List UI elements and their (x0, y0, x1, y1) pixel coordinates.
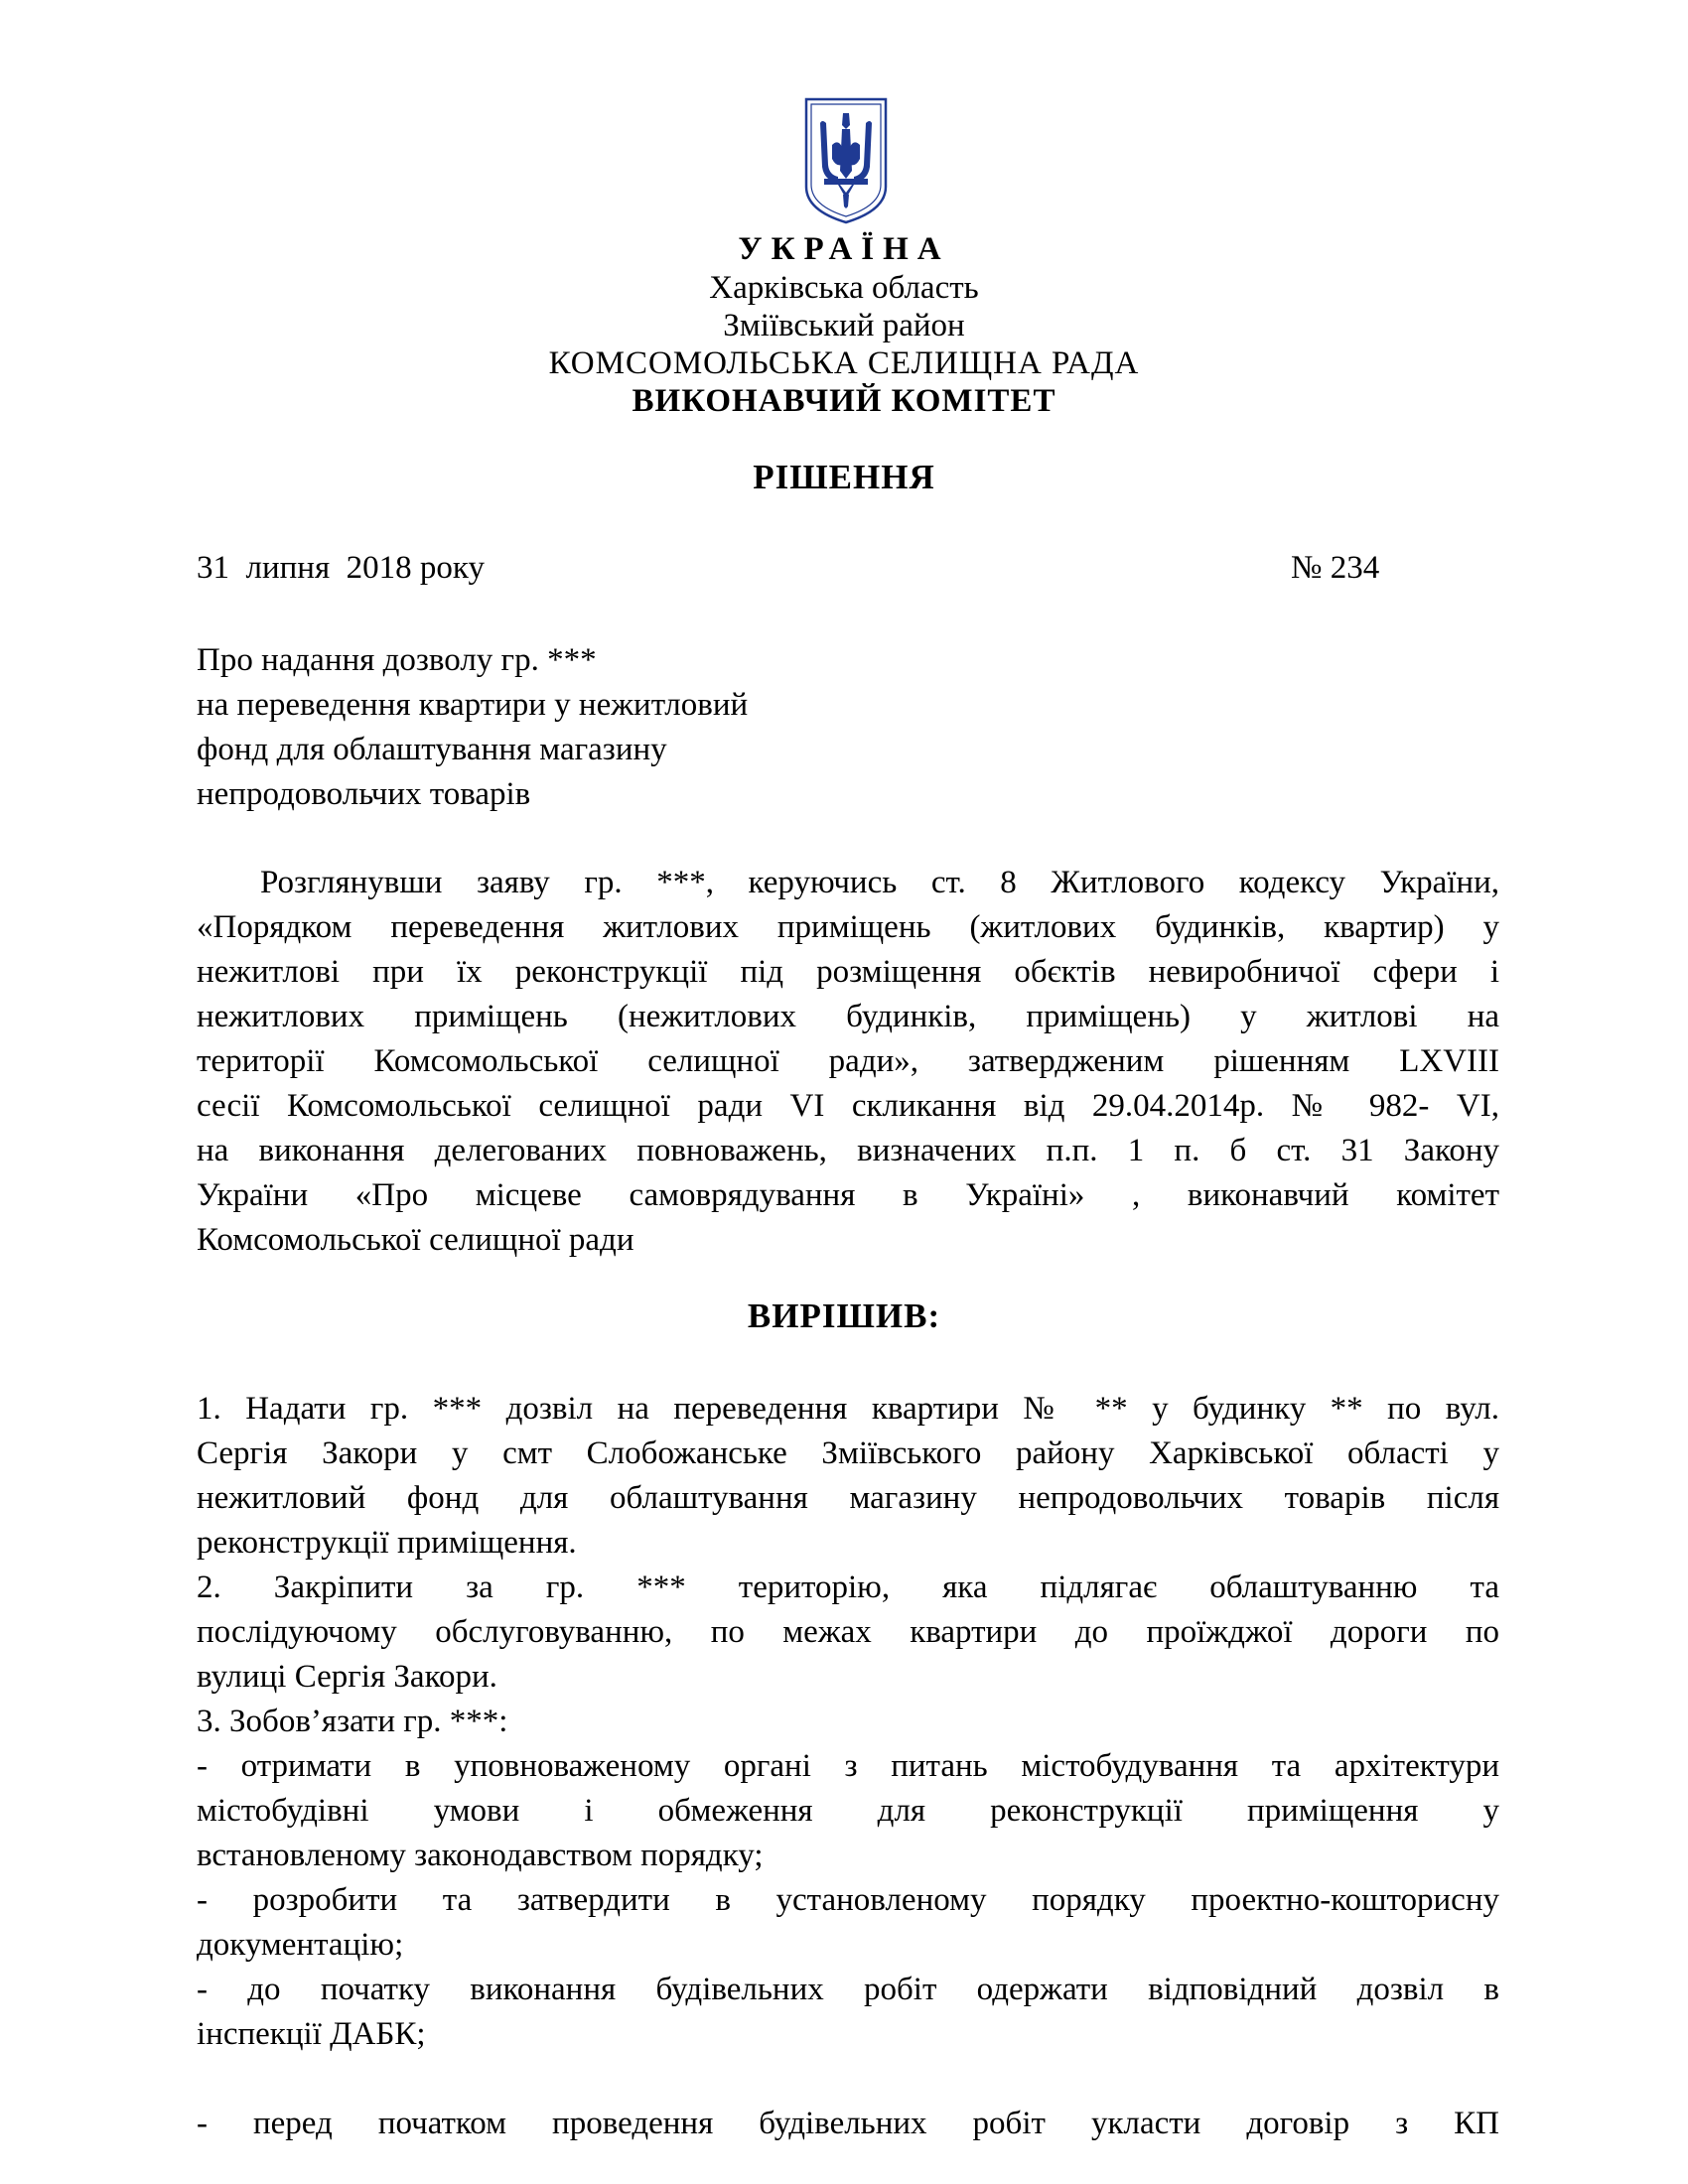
district-name: Зміївський район (723, 308, 965, 343)
paragraph-gap (197, 2057, 1499, 2102)
region-name: Харківська область (709, 270, 979, 306)
preamble-line: на виконання делегованих повноважень, визначених п.п. 1 п. б ст. 31 Закону (197, 1133, 1499, 1168)
preamble-line: нежитлових приміщень (нежитлових будинків, приміщень) у житлові на (197, 999, 1499, 1034)
decision-subject (197, 638, 748, 817)
resolution-item-1-line: Сергія Закори у смт Слобожанське Зміївського району Харківської області у (197, 1435, 1499, 1471)
obligation-bullet-1-line: встановленому законодавством порядку; (197, 1838, 764, 1873)
resolution-item-3-title: 3. Зобов’язати гр. ***: (197, 1704, 508, 1739)
subject-line: фонд для облаштування магазину (197, 732, 667, 767)
subject-line: на переведення квартири у нежитловий (197, 687, 749, 723)
resolution-body (197, 1387, 1499, 2146)
resolution-item-1-line: реконструкції приміщення. (197, 1525, 577, 1561)
preamble-line: «Порядком переведення житлових приміщень (житлових будинків, квартир) у (197, 909, 1499, 945)
document-type-heading: РІШЕННЯ (753, 458, 935, 496)
resolution-item-1-line: 1. Надати гр. *** дозвіл на переведення квартири № ** у будинку ** по вул. (197, 1391, 1499, 1427)
preamble-line: нежитлові при їх реконструкції під розміщення обєктів невиробничої сфери і (197, 954, 1499, 990)
preamble-line: Комсомольської селищної ради (197, 1222, 634, 1258)
subject-line: непродовольчих товарів (197, 776, 531, 812)
obligation-bullet-2-line: документацію; (197, 1927, 404, 1963)
obligation-bullet-1-line: містобудівні умови і обмеження для реконструкції приміщення у (197, 1793, 1499, 1829)
committee-name: ВИКОНАВЧИЙ КОМІТЕТ (632, 383, 1056, 419)
country-name: УКРАЇНА (738, 231, 950, 267)
resolution-item-2-line: послідуючому обслуговуванню, по межах квартири до проїжджої дороги по (197, 1614, 1499, 1650)
obligation-bullet-1-line: - отримати в уповноваженому органі з питань містобудування та архітектури (197, 1748, 1499, 1784)
ukraine-coat-of-arms-icon (802, 95, 890, 226)
obligation-bullet-2-line: - розробити та затвердити в установленому порядку проектно-кошторисну (197, 1882, 1499, 1918)
resolution-item-2-line: 2. Закріпити за гр. *** територію, яка підлягає облаштуванню та (197, 1570, 1499, 1605)
obligation-bullet-3-line: інспекції ДАБК; (197, 2016, 426, 2052)
preamble-paragraph (197, 861, 1499, 1263)
decision-date: 31 липня 2018 року (197, 550, 485, 586)
subject-line: Про надання дозволу гр. *** (197, 642, 597, 678)
decided-heading: ВИРІШИВ: (747, 1297, 941, 1335)
decision-number: № 234 (1291, 550, 1380, 586)
preamble-line: території Комсомольської селищної ради», затвердженим рішенням LXVIII (197, 1043, 1499, 1079)
resolution-item-1-line: нежитловий фонд для облаштування магазину непродовольчих товарів після (197, 1480, 1499, 1516)
obligation-bullet-4-line: - перед початком проведення будівельних робіт укласти договір з КП (197, 2106, 1499, 2141)
council-name: КОМСОМОЛЬСЬКА СЕЛИЩНА РАДА (548, 345, 1140, 381)
preamble-line: сесії Комсомольської селищної ради VI скликання від 29.04.2014р. № 982- VI, (197, 1088, 1499, 1124)
preamble-line: Розглянувши заяву гр. ***, керуючись ст. 8 Житлового кодексу України, (260, 865, 1499, 900)
preamble-line: України «Про місцеве самоврядування в Україні» , виконавчий комітет (197, 1177, 1499, 1213)
resolution-item-2-line: вулиці Сергія Закори. (197, 1659, 497, 1695)
obligation-bullet-3-line: - до початку виконання будівельних робіт одержати відповідний дозвіл в (197, 1972, 1499, 2007)
